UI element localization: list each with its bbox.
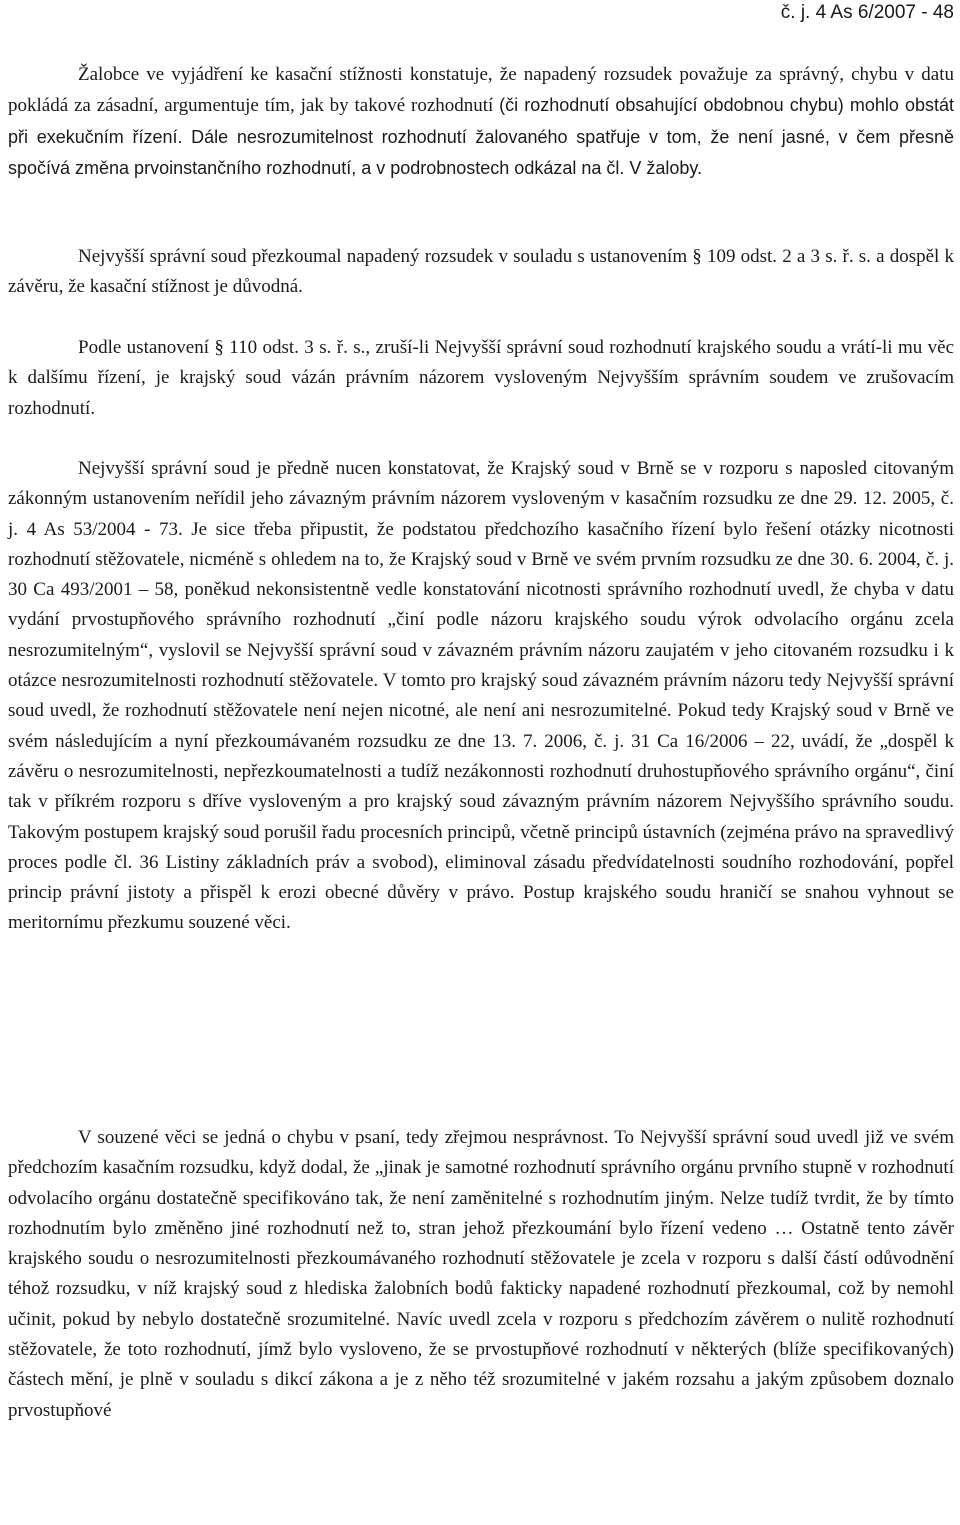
paragraph-section-110: Podle ustanovení § 110 odst. 3 s. ř. s., zruší-li Nejvyšší správní soud rozhodnutí krajského soudu a vrátí-li mu věc k dalšímu řízení, je krajský soud vázán právním názorem vysloveným Nejvyšším správním soudem ve zrušovacím rozhodnutí.	[8, 337, 954, 419]
case-reference: č. j. 4 As 6/2007 - 48	[780, 2, 954, 23]
paragraph-review: Nejvyšší správní soud přezkoumal napadený rozsudek v souladu s ustanovením § 109 odst. 2 a 3 s. ř. s. a dospěl k závěru, že kasační stížnost je důvodná.	[8, 246, 954, 298]
paragraph-court-findings: Nejvyšší správní soud je předně nucen konstatovat, že Krajský soud v Brně se v rozporu s naposled citovaným zákonným ustanovením neřídil jeho závazným právním názorem vysloveným v kasačním rozsudku ze dne 29. 12. 2005, č. j. 4 As 53/2004 - 73. Je sice třeba připustit, že podstatou předchozího kasačního řízení bylo řešení otázky nicotnosti rozhodnutí stěžovatele, nicméně s ohledem na to, že Krajský soud v Brně ve svém prvním rozsudku ze dne 30. 6. 2004, č. j. 30 Ca 493/2001 – 58, poněkud nekonsistentně vedle konstatování nicotnosti správního rozhodnutí uvedl, že chyba v datu vydání prvostupňového správního rozhodnutí „činí podle názoru krajského soudu výrok odvolacího orgánu zcela nesrozumitelným“, vyslovil se Nejvyšší správní soud v závazném právním názoru zaujatém v jeho citovaném rozsudku i k otázce nesrozumitelnosti rozhodnutí stěžovatele. V tomto pro krajský soud závazném právním názoru tedy Nejvyšší správní soud uvedl, že rozhodnutí stěžovatele není nejen nicotné, ale není ani nesrozumitelné. Pokud tedy Krajský soud v Brně ve svém následujícím a nyní přezkoumávaném rozsudku ze dne 13. 7. 2006, č. j. 31 Ca 16/2006 – 22, uvádí, že „dospěl k závěru o nesrozumitelnosti, nepřezkoumatelnosti a tudíž nezákonnosti rozhodnutí druhostupňového správního orgánu“, činí tak v příkrém rozporu s dříve vysloveným a pro krajský soud závazným právním názorem Nejvyššího správního soudu. Takovým postupem krajský soud porušil řadu procesních principů, včetně principů ústavních (zejména právo na spravedlivý proces podle čl. 36 Listiny základních práv a svobod), eliminoval zásadu předvídatelnosti soudního rozhodování, popřel princip právní jistoty a přispěl k erozi obecné důvěry v právo. Postup krajského soudu hraničí se snahou vyhnout se meritornímu přezkumu souzené věci.	[8, 458, 954, 934]
paragraph-plaintiff-statement	[8, 60, 954, 184]
paragraph-text-serif: Žalobce ve vyjádření ke kasační stížnosti konstatuje, že napadený rozsudek považuje za správný, chybu v datu pokládá za zásadní, argumentuje tím, jak by takové rozhodnutí	[8, 64, 954, 117]
paragraph-clerical-error: V souzené věci se jedná o chybu v psaní, tedy zřejmou nesprávnost. To Nejvyšší správní soud uvedl již ve svém předchozím kasačním rozsudku, když dodal, že „jinak je samotné rozhodnutí správního orgánu prvního stupně v rozhodnutí odvolacího orgánu dostatečně specifikováno tak, že není zaměnitelné s rozhodnutím jiným. Nelze tudíž tvrdit, že by tímto rozhodnutím bylo změněno jiné rozhodnutí než to, stran jehož přezkoumání bylo řízení vedeno … Ostatně tento závěr krajského soudu o nesrozumitelnosti přezkoumávaného rozhodnutí stěžovatele je zcela v rozporu s další částí odůvodnění téhož rozsudku, v níž krajský soud z hlediska žalobních bodů fakticky napadené rozhodnutí přezkoumal, což by nemohl učinit, pokud by nebylo dostatečně srozumitelné. Navíc uvedl zcela v rozporu s předchozím závěrem o nulitě rozhodnutí stěžovatele, že toto rozhodnutí, jímž bylo vysloveno, že se prvostupňové rozhodnutí v některých (blíže specifikovaných) částech mění, je plně v souladu s dikcí zákona a je z něho též srozumitelné v jakém rozsahu a jakým způsobem doznalo prvostupňové	[8, 1127, 954, 1421]
paragraph-text-sans: (či rozhodnutí obsahující obdobnou chybu) mohlo obstát při exekučním řízení. Dále nesrozumitelnost rozhodnutí žalovaného spatřuje v tom, že není jasné, v čem přesně spočívá změna prvoinstančního rozhodnutí, a v podrobnostech odkázal na čl. V žaloby.	[8, 95, 954, 178]
